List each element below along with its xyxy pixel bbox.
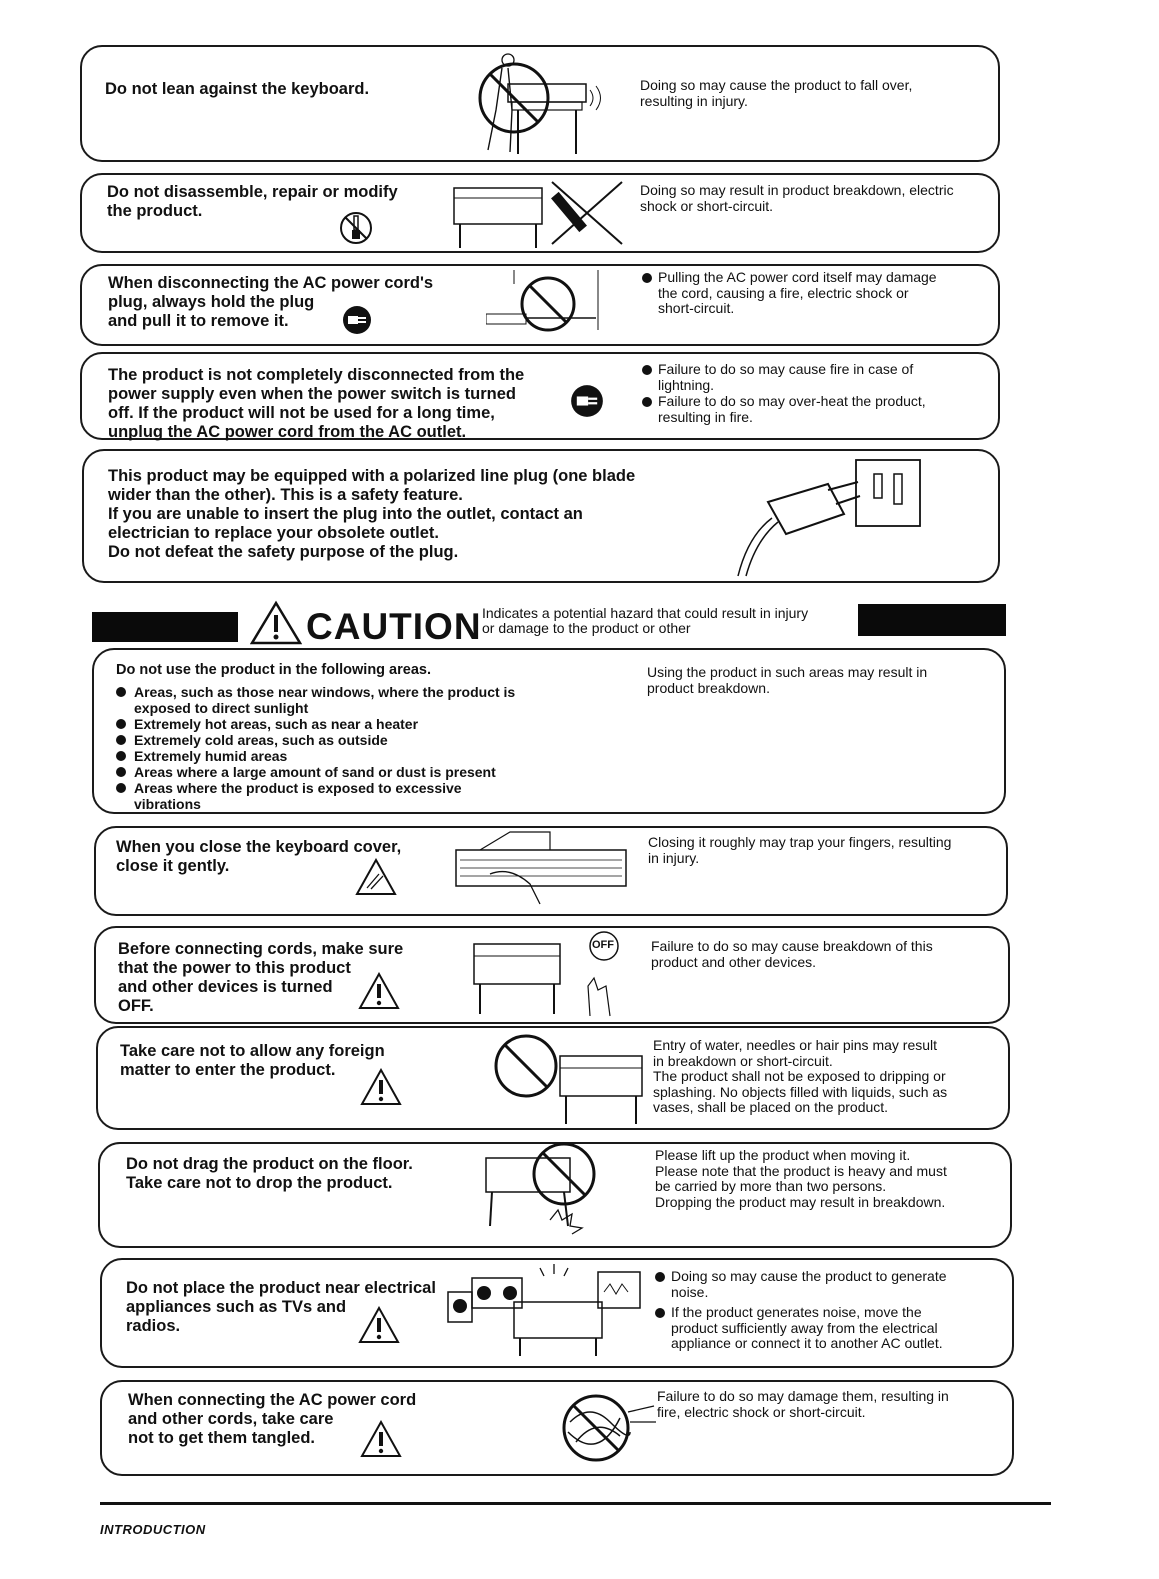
caution-bullet-noise: Doing so may cause the product to generate noise.	[655, 1269, 947, 1300]
finger-pinch-warning-icon	[355, 858, 397, 896]
no-liquids-illustration	[490, 1030, 650, 1126]
warning-bullet-lightning: Failure to do so may cause fire in case of lightning.	[642, 362, 913, 393]
caution-bar-left	[92, 612, 238, 642]
warning-triangle-icon	[358, 972, 400, 1010]
closing-keyboard-cover-illustration	[450, 830, 640, 908]
bullet-dot	[116, 751, 126, 761]
caution-title-foreign-matter: Take care not to allow any foreign matter to enter the product.	[120, 1042, 385, 1079]
bullet-dot	[655, 1272, 665, 1282]
list-item: Extremely cold areas, such as outside	[116, 732, 515, 748]
warning-title-lean: Do not lean against the keyboard.	[105, 80, 370, 98]
bullet-dot	[116, 767, 126, 777]
caution-desc-tangled-cords: Failure to do so may damage them, resulting in fire, electric shock or short-circuit.	[657, 1388, 949, 1420]
caution-title-power-off: Before connecting cords, make sure that the power to this product and other devices is turned OFF.	[118, 940, 404, 1015]
unplug-icon	[570, 384, 604, 418]
appliances-near-piano-illustration	[444, 1262, 644, 1358]
warning-desc-lean: Doing so may cause the product to fall over, resulting in injury.	[640, 77, 913, 109]
bullet-dot	[116, 735, 126, 745]
warning-triangle-icon	[360, 1420, 402, 1458]
caution-title-tangled-cords: When connecting the AC power cord and other cords, take care not to get them tangled.	[128, 1391, 417, 1447]
no-disassembly-icon	[338, 210, 374, 246]
caution-desc-keyboard-cover: Closing it roughly may trap your fingers, resulting in injury.	[648, 834, 952, 866]
list-item: Areas, such as those near windows, where the product is exposed to direct sunlight	[116, 684, 515, 716]
caution-desc-drag: Please lift up the product when moving it. Please note that the product is heavy and must be carried by more than two persons. Dropping the product may result in breakdown.	[655, 1147, 947, 1210]
no-tangled-cords-icon	[550, 1382, 660, 1474]
caution-title-electrical-appliances: Do not place the product near electrical appliances such as TVs and radios.	[126, 1279, 436, 1335]
caution-warning-icon	[250, 600, 302, 646]
caution-bullet-move-away: If the product generates noise, move the product sufficiently away from the electrical appliance or connect it to another AC outlet.	[655, 1305, 943, 1352]
unplug-icon	[342, 305, 372, 335]
areas-list	[116, 684, 515, 812]
areas-desc: Using the product in such areas may result in product breakdown.	[647, 664, 928, 696]
warning-title-unplug-hold: When disconnecting the AC power cord's plug, always hold the plug and pull it to remove it.	[108, 274, 434, 330]
warning-title-polarized-plug: This product may be equipped with a polarized line plug (one blade wider than the other). This is a safety feature. If you are unable to insert the plug into the outlet, contact an electrician to replace your obsolete outlet. Do not defeat the safety purpose of the plug.	[108, 467, 636, 561]
list-item: Areas where the product is exposed to excessive vibrations	[116, 780, 515, 812]
caution-desc-power-off: Failure to do so may cause breakdown of this product and other devices.	[651, 938, 933, 970]
caution-desc-foreign-matter: Entry of water, needles or hair pins may result in breakdown or short-circuit. The product shall not be exposed to dripping or splashing. No objects filled with liquids, such as vases, shall be placed on the product.	[653, 1037, 948, 1115]
list-item: Extremely humid areas	[116, 748, 515, 764]
bullet-dot	[116, 783, 126, 793]
piano-with-tools-illustration	[452, 172, 632, 252]
caution-title-drag: Do not drag the product on the floor. Take care not to drop the product.	[126, 1155, 413, 1192]
person-leaning-illustration	[468, 50, 618, 160]
caution-bar-right	[858, 604, 1006, 636]
bullet-dot	[116, 687, 126, 697]
bullet-dot	[642, 273, 652, 283]
caution-heading: CAUTION	[306, 606, 482, 647]
list-item: Areas where a large amount of sand or dust is present	[116, 764, 515, 780]
warning-triangle-icon	[360, 1068, 402, 1106]
hand-pulling-plug-illustration	[486, 270, 606, 340]
no-dragging-illustration	[480, 1140, 620, 1236]
areas-title: Do not use the product in the following areas.	[116, 662, 431, 678]
warning-desc-disassemble: Doing so may result in product breakdown, electric shock or short-circuit.	[640, 182, 954, 214]
warning-triangle-icon	[358, 1306, 400, 1344]
caution-definition: Indicates a potential hazard that could result in injury or damage to the product or other	[482, 605, 809, 636]
warning-bullet-overheat: Failure to do so may over-heat the product, resulting in fire.	[642, 394, 926, 425]
bullet-dot	[642, 397, 652, 407]
polarized-plug-outlet-illustration	[728, 456, 938, 578]
bullet-dot	[655, 1308, 665, 1318]
warning-bullet-unplug-hold: Pulling the AC power cord itself may damage the cord, causing a fire, electric shock or short-circuit.	[642, 270, 937, 317]
footer-rule	[100, 1502, 1051, 1505]
warning-title-disassemble: Do not disassemble, repair or modify the product.	[107, 183, 398, 220]
off-label: OFF	[592, 939, 614, 951]
bullet-dot	[642, 365, 652, 375]
bullet-dot	[116, 719, 126, 729]
caution-title-keyboard-cover: When you close the keyboard cover, close it gently.	[116, 838, 402, 875]
warning-title-disconnect: The product is not completely disconnected from the power supply even when the power switch is turned off. If the product will not be used for a long time, unplug the AC power cord from the AC outlet.	[108, 366, 525, 441]
list-item: Extremely hot areas, such as near a heater	[116, 716, 515, 732]
footer-section-label: INTRODUCTION	[100, 1522, 206, 1537]
